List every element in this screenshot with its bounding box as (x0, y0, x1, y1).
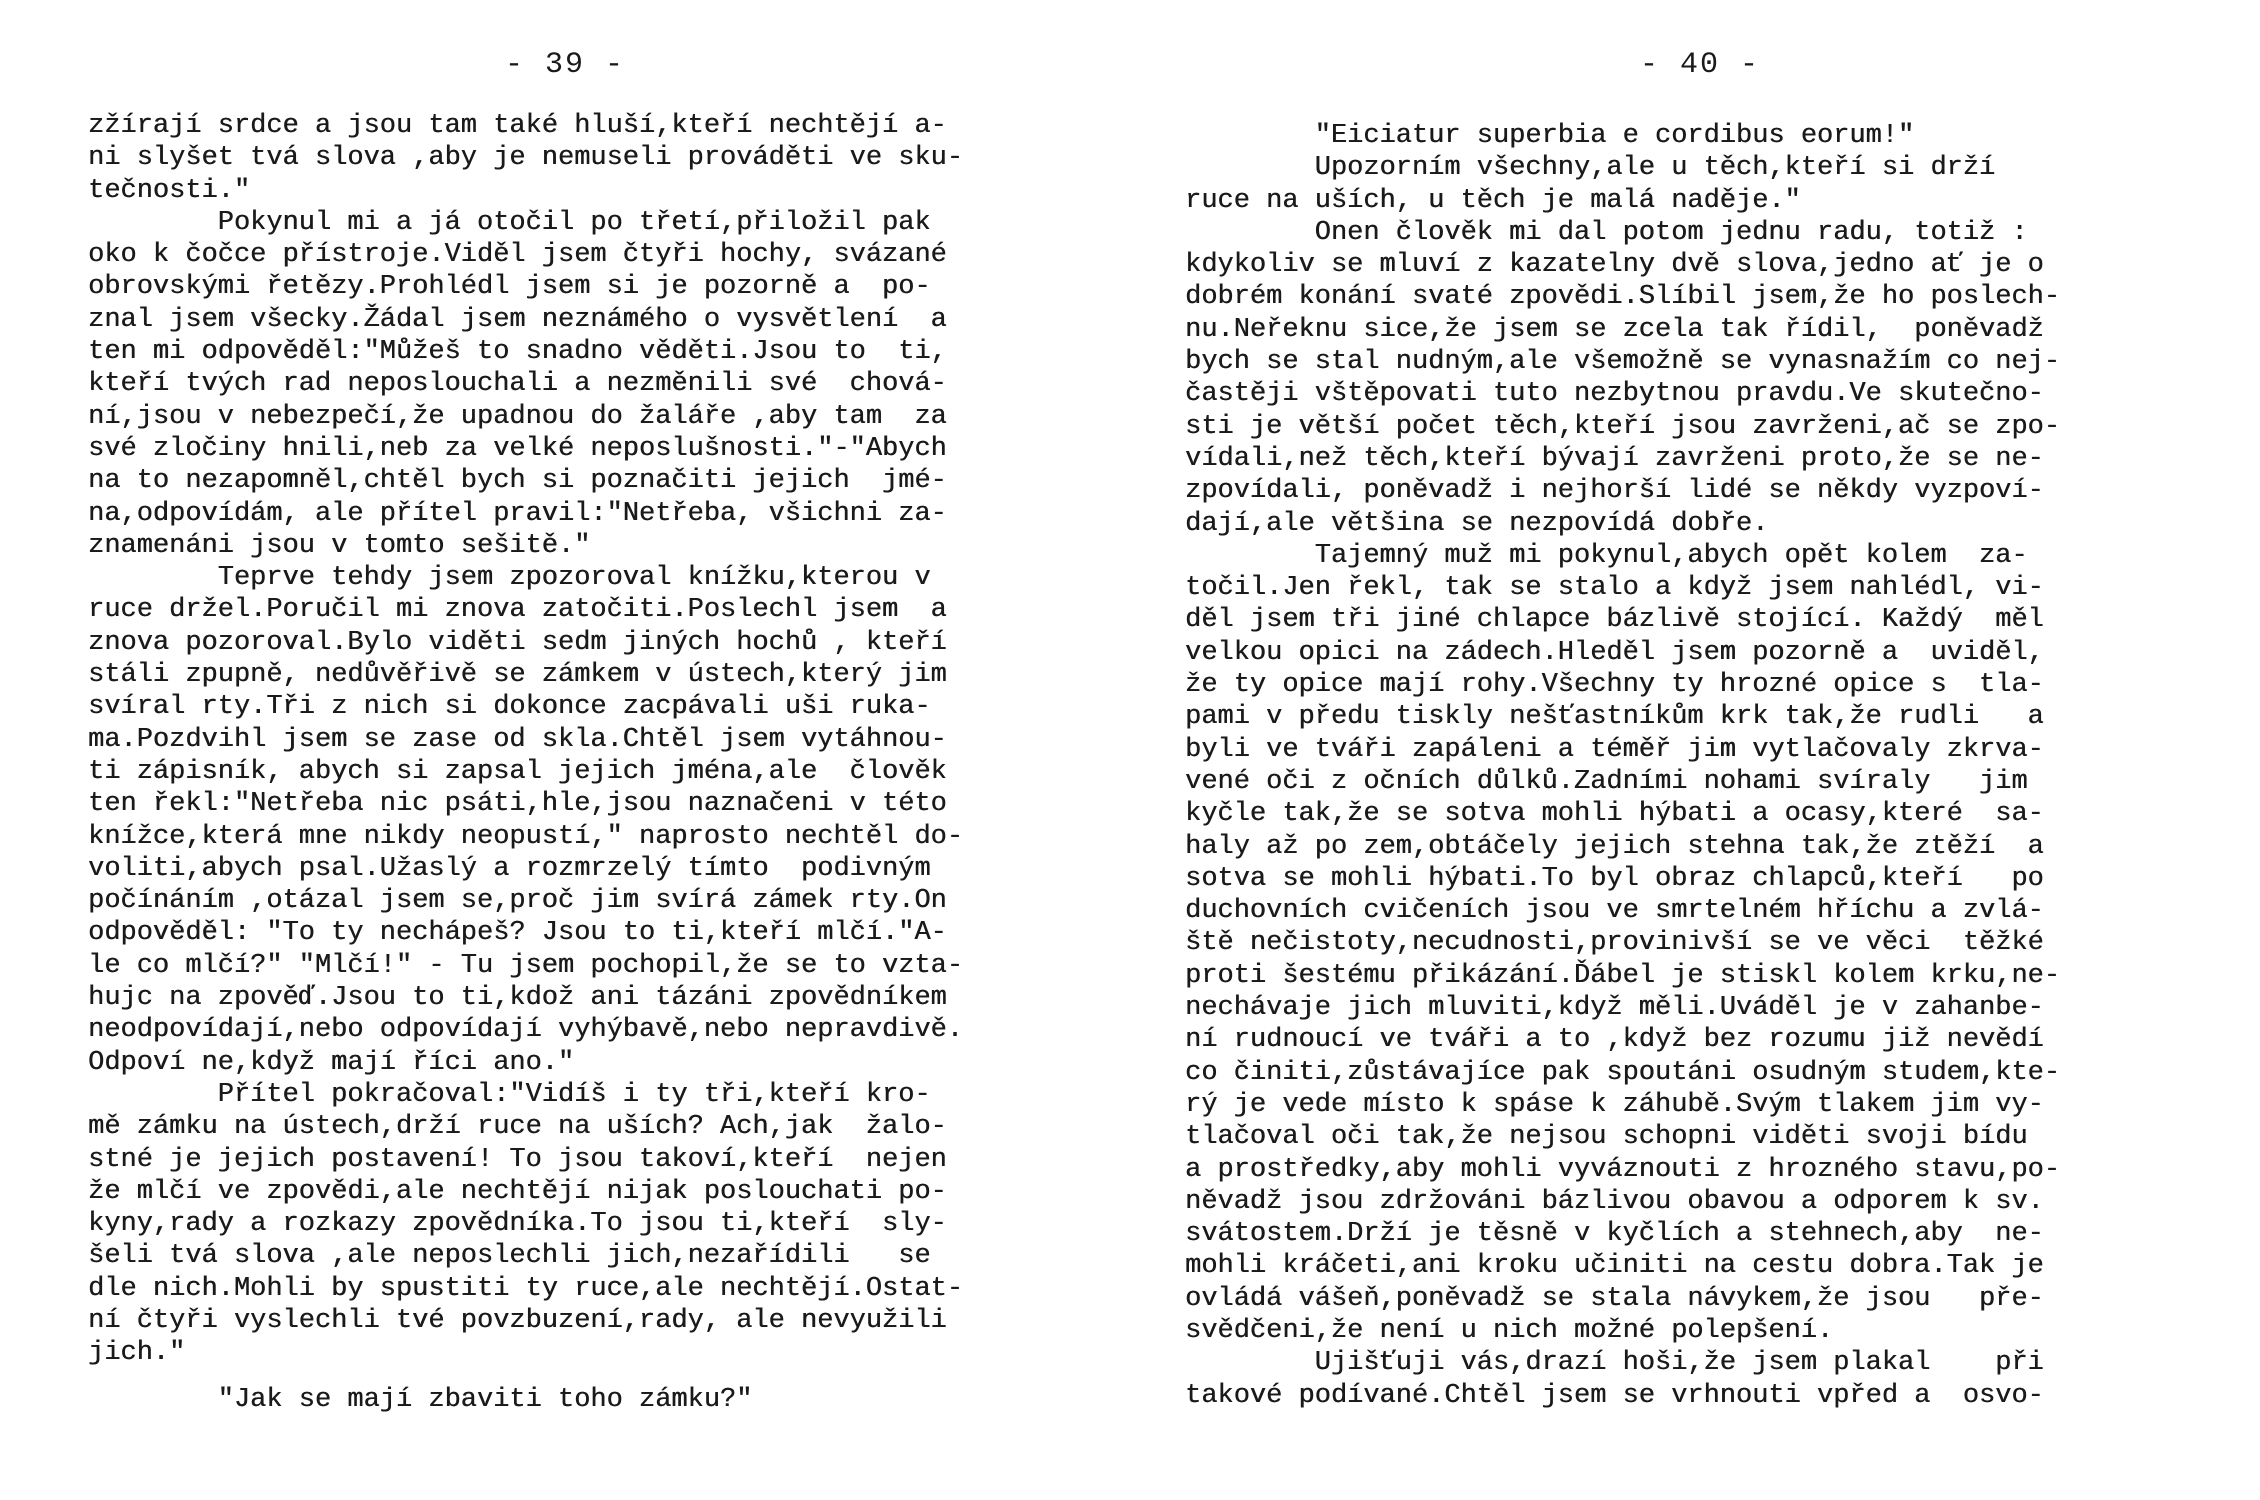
text-line: mě zámku na ústech,drží ruce na uších? Ach,jak žalo- (88, 1112, 947, 1143)
text-line: kyčle tak,že se sotva mohli hýbati a ocasy,které sa- (1185, 799, 2044, 830)
text-line: neodpovídají,nebo odpovídají vyhýbavě,nebo nepravdivě. (88, 1015, 963, 1046)
text-line: a prostředky,aby mohli vyváznouti z hrozného stavu,po- (1185, 1154, 2060, 1185)
text-line: zpovídali, poněvadž i nejhorší lidé se někdy vyzpoví- (1185, 476, 2044, 507)
text-line: Teprve tehdy jsem zpozoroval knížku,kterou v (88, 563, 931, 594)
text-line: Ujišťuji vás,drazí hoši,že jsem plakal při (1185, 1348, 2044, 1379)
text-line: ni slyšet tvá slova ,aby je nemuseli prováděti ve sku- (88, 143, 963, 174)
text-line: ti zápisník, abych si zapsal jejich jména,ale člověk (88, 756, 947, 787)
text-line: hujc na zpověď.Jsou to ti,kdož ani tázáni zpovědníkem (88, 983, 947, 1014)
text-line: proti šestému přikázání.Ďábel je stiskl kolem krku,ne- (1185, 960, 2060, 991)
text-line: vené oči z očních důlků.Zadními nohami svíraly jim (1185, 766, 2028, 797)
text-line: le co mlčí?" "Mlčí!" - Tu jsem pochopil,že se to vzta- (88, 950, 963, 981)
text-line: dle nich.Mohli by spustiti ty ruce,ale nechtějí.Ostat- (88, 1273, 963, 1304)
text-line: své zločiny hnili,neb za velké neposlušnosti."-"Abych (88, 433, 947, 464)
text-line: takové podívané.Chtěl jsem se vrhnouti vpřed a osvo- (1185, 1380, 2044, 1411)
text-line: něvadž jsou zdržováni bázlivou obavou a odporem k sv. (1185, 1186, 2044, 1217)
text-line: Tajemný muž mi pokynul,abych opět kolem za- (1185, 540, 2028, 571)
text-line: Upozorním všechny,ale u těch,kteří si drží (1185, 153, 1996, 184)
text-line: ní rudnoucí ve tváři a to ,když bez rozumu již nevědí (1185, 1025, 2044, 1056)
text-line: kyny,rady a rozkazy zpovědníka.To jsou ti,kteří sly- (88, 1209, 947, 1240)
text-line (88, 1370, 1098, 1384)
text-line: zžírají srdce a jsou tam také hluší,kteří nechtějí a- (88, 111, 947, 141)
text-line: znamenáni jsou v tomto sešitě." (88, 530, 591, 561)
text-line: na to nezapomněl,chtěl bych si poznačiti jejich jmé- (88, 466, 947, 497)
text-line: jich." (88, 1338, 186, 1369)
text-line: velkou opici na zádech.Hleděl jsem pozorně a uviděl, (1185, 637, 2044, 668)
text-line: bych se stal nudným,ale všemožně se vynasnažím co nej- (1185, 347, 2060, 378)
text-line: stáli zpupně, nedůvěřivě se zámkem v ústech,který jim (88, 660, 947, 691)
text-line: svědčeni,že není u nich možné polepšení. (1185, 1315, 1834, 1346)
page-body-text (1185, 120, 2215, 1412)
page-number: - 39 - (505, 48, 626, 82)
text-line: točil.Jen řekl, tak se stalo a když jsem nahlédl, vi- (1185, 573, 2044, 604)
text-line: děl jsem tři jiné chlapce bázlivě stojící. Každý měl (1185, 605, 2044, 636)
text-line: ruce držel.Poručil mi znova zatočiti.Poslechl jsem a (88, 595, 947, 626)
text-line: knížce,která mne nikdy neopustí," naprosto nechtěl do- (88, 821, 963, 852)
text-line: Odpoví ne,když mají říci ano." (88, 1047, 575, 1078)
text-line: nechávaje jich mluviti,když měli.Uváděl je v zahanbe- (1185, 993, 2044, 1024)
text-line: sotva se mohli hýbati.To byl obraz chlapců,kteří po (1185, 863, 2044, 894)
text-line: Pokynul mi a já otočil po třetí,přiložil pak (88, 207, 931, 238)
text-line: znova pozoroval.Bylo viděti sedm jiných hochů , kteří (88, 627, 947, 658)
text-line: na,odpovídám, ale přítel pravil:"Netřeba, všichni za- (88, 498, 947, 529)
text-line: tlačoval oči tak,že nejsou schopni viděti svoji bídu (1185, 1122, 2028, 1153)
text-line: vídali,než těch,kteří bývají zavrženi proto,že se ne- (1185, 443, 2044, 474)
text-line: duchovních cvičeních jsou ve smrtelném hříchu a zvlá- (1185, 896, 2044, 927)
text-line: nu.Neřeknu sice,že jsem se zcela tak řídil, poněvadž (1185, 314, 2044, 345)
text-line: tečnosti." (88, 175, 251, 206)
text-line: ten řekl:"Netřeba nic psáti,hle,jsou naznačeni v této (88, 789, 947, 820)
text-line: šeli tvá slova ,ale neposlechli jich,nezařídili se (88, 1241, 931, 1272)
text-line: znal jsem všecky.Žádal jsem neznámého o vysvětlení a (88, 304, 947, 335)
text-line: že ty opice mají rohy.Všechny ty hrozné opice s tla- (1185, 670, 2044, 701)
text-line: dají,ale většina se nezpovídá dobře. (1185, 508, 1769, 539)
text-line: že mlčí ve zpovědi,ale nechtějí nijak poslouchati po- (88, 1176, 947, 1207)
text-line: co činiti,zůstávajíce pak spoutáni osudným studem,kte- (1185, 1057, 2060, 1088)
text-line: haly až po zem,obtáčely jejich stehna tak,že ztěží a (1185, 831, 2044, 862)
text-line: "Eiciatur superbia e cordibus eorum!" (1185, 121, 1915, 151)
text-line: odpověděl: "To ty nechápeš? Jsou to ti,kteří mlčí."A- (88, 918, 947, 949)
text-line: "Jak se mají zbaviti toho zámku?" (88, 1384, 753, 1415)
text-line: oko k čočce přístroje.Viděl jsem čtyři hochy, svázané (88, 240, 947, 271)
text-line: mohli kráčeti,ani kroku učiniti na cestu dobra.Tak je (1185, 1251, 2044, 1282)
right-page (1130, 0, 2260, 1500)
text-line: ní,jsou v nebezpečí,že upadnou do žaláře ,aby tam za (88, 401, 947, 432)
text-line: Přítel pokračoval:"Vidíš i ty tři,kteří kro- (88, 1079, 931, 1110)
text-line: ten mi odpověděl:"Můžeš to snadno věděti.Jsou to ti, (88, 337, 947, 368)
text-line: sti je větší počet těch,kteří jsou zavrženi,ač se zpo- (1185, 411, 2060, 442)
text-line: svíral rty.Tři z nich si dokonce zacpávali uši ruka- (88, 692, 931, 723)
text-line: ruce na uších, u těch je malá naděje." (1185, 185, 1801, 216)
text-line: ště nečistoty,necudnosti,provinivší se ve věci těžké (1185, 928, 2044, 959)
text-line: byli ve tváři zapáleni a téměř jim vytlačovaly zkrva- (1185, 734, 2044, 765)
text-line: častěji vštěpovati tuto nezbytnou pravdu.Ve skutečno- (1185, 379, 2044, 410)
page-body-text (88, 110, 1098, 1416)
text-line: obrovskými řetězy.Prohlédl jsem si je pozorně a po- (88, 272, 931, 303)
page-number: - 40 - (1640, 48, 1761, 82)
text-line: stné je jejich postavení! To jsou takoví,kteří nejen (88, 1144, 947, 1175)
text-line: kteří tvých rad neposlouchali a nezměnili své chová- (88, 369, 947, 400)
text-line: ovládá vášeň,poněvadž se stala návykem,že jsou pře- (1185, 1283, 2044, 1314)
text-line: počínáním ,otázal jsem se,proč jim svírá zámek rty.On (88, 886, 947, 917)
text-line: voliti,abych psal.Užaslý a rozmrzelý tímto podivným (88, 853, 931, 884)
text-line: pami v předu tiskly nešťastníkům krk tak,že rudli a (1185, 702, 2044, 733)
text-line: dobrém konání svaté zpovědi.Slíbil jsem,že ho poslech- (1185, 282, 2060, 313)
text-line: svátostem.Drží je těsně v kyčlích a stehnech,aby ne- (1185, 1219, 2044, 1250)
text-line: ma.Pozdvihl jsem se zase od skla.Chtěl jsem vytáhnou- (88, 724, 947, 755)
text-line: Onen člověk mi dal potom jednu radu, totiž : (1185, 217, 2028, 248)
text-line: ní čtyři vyslechli tvé povzbuzení,rady, ale nevyužili (88, 1305, 947, 1336)
text-line: kdykoliv se mluví z kazatelny dvě slova,jedno ať je o (1185, 250, 2044, 281)
text-line: rý je vede místo k spáse k záhubě.Svým tlakem jim vy- (1185, 1089, 2044, 1120)
